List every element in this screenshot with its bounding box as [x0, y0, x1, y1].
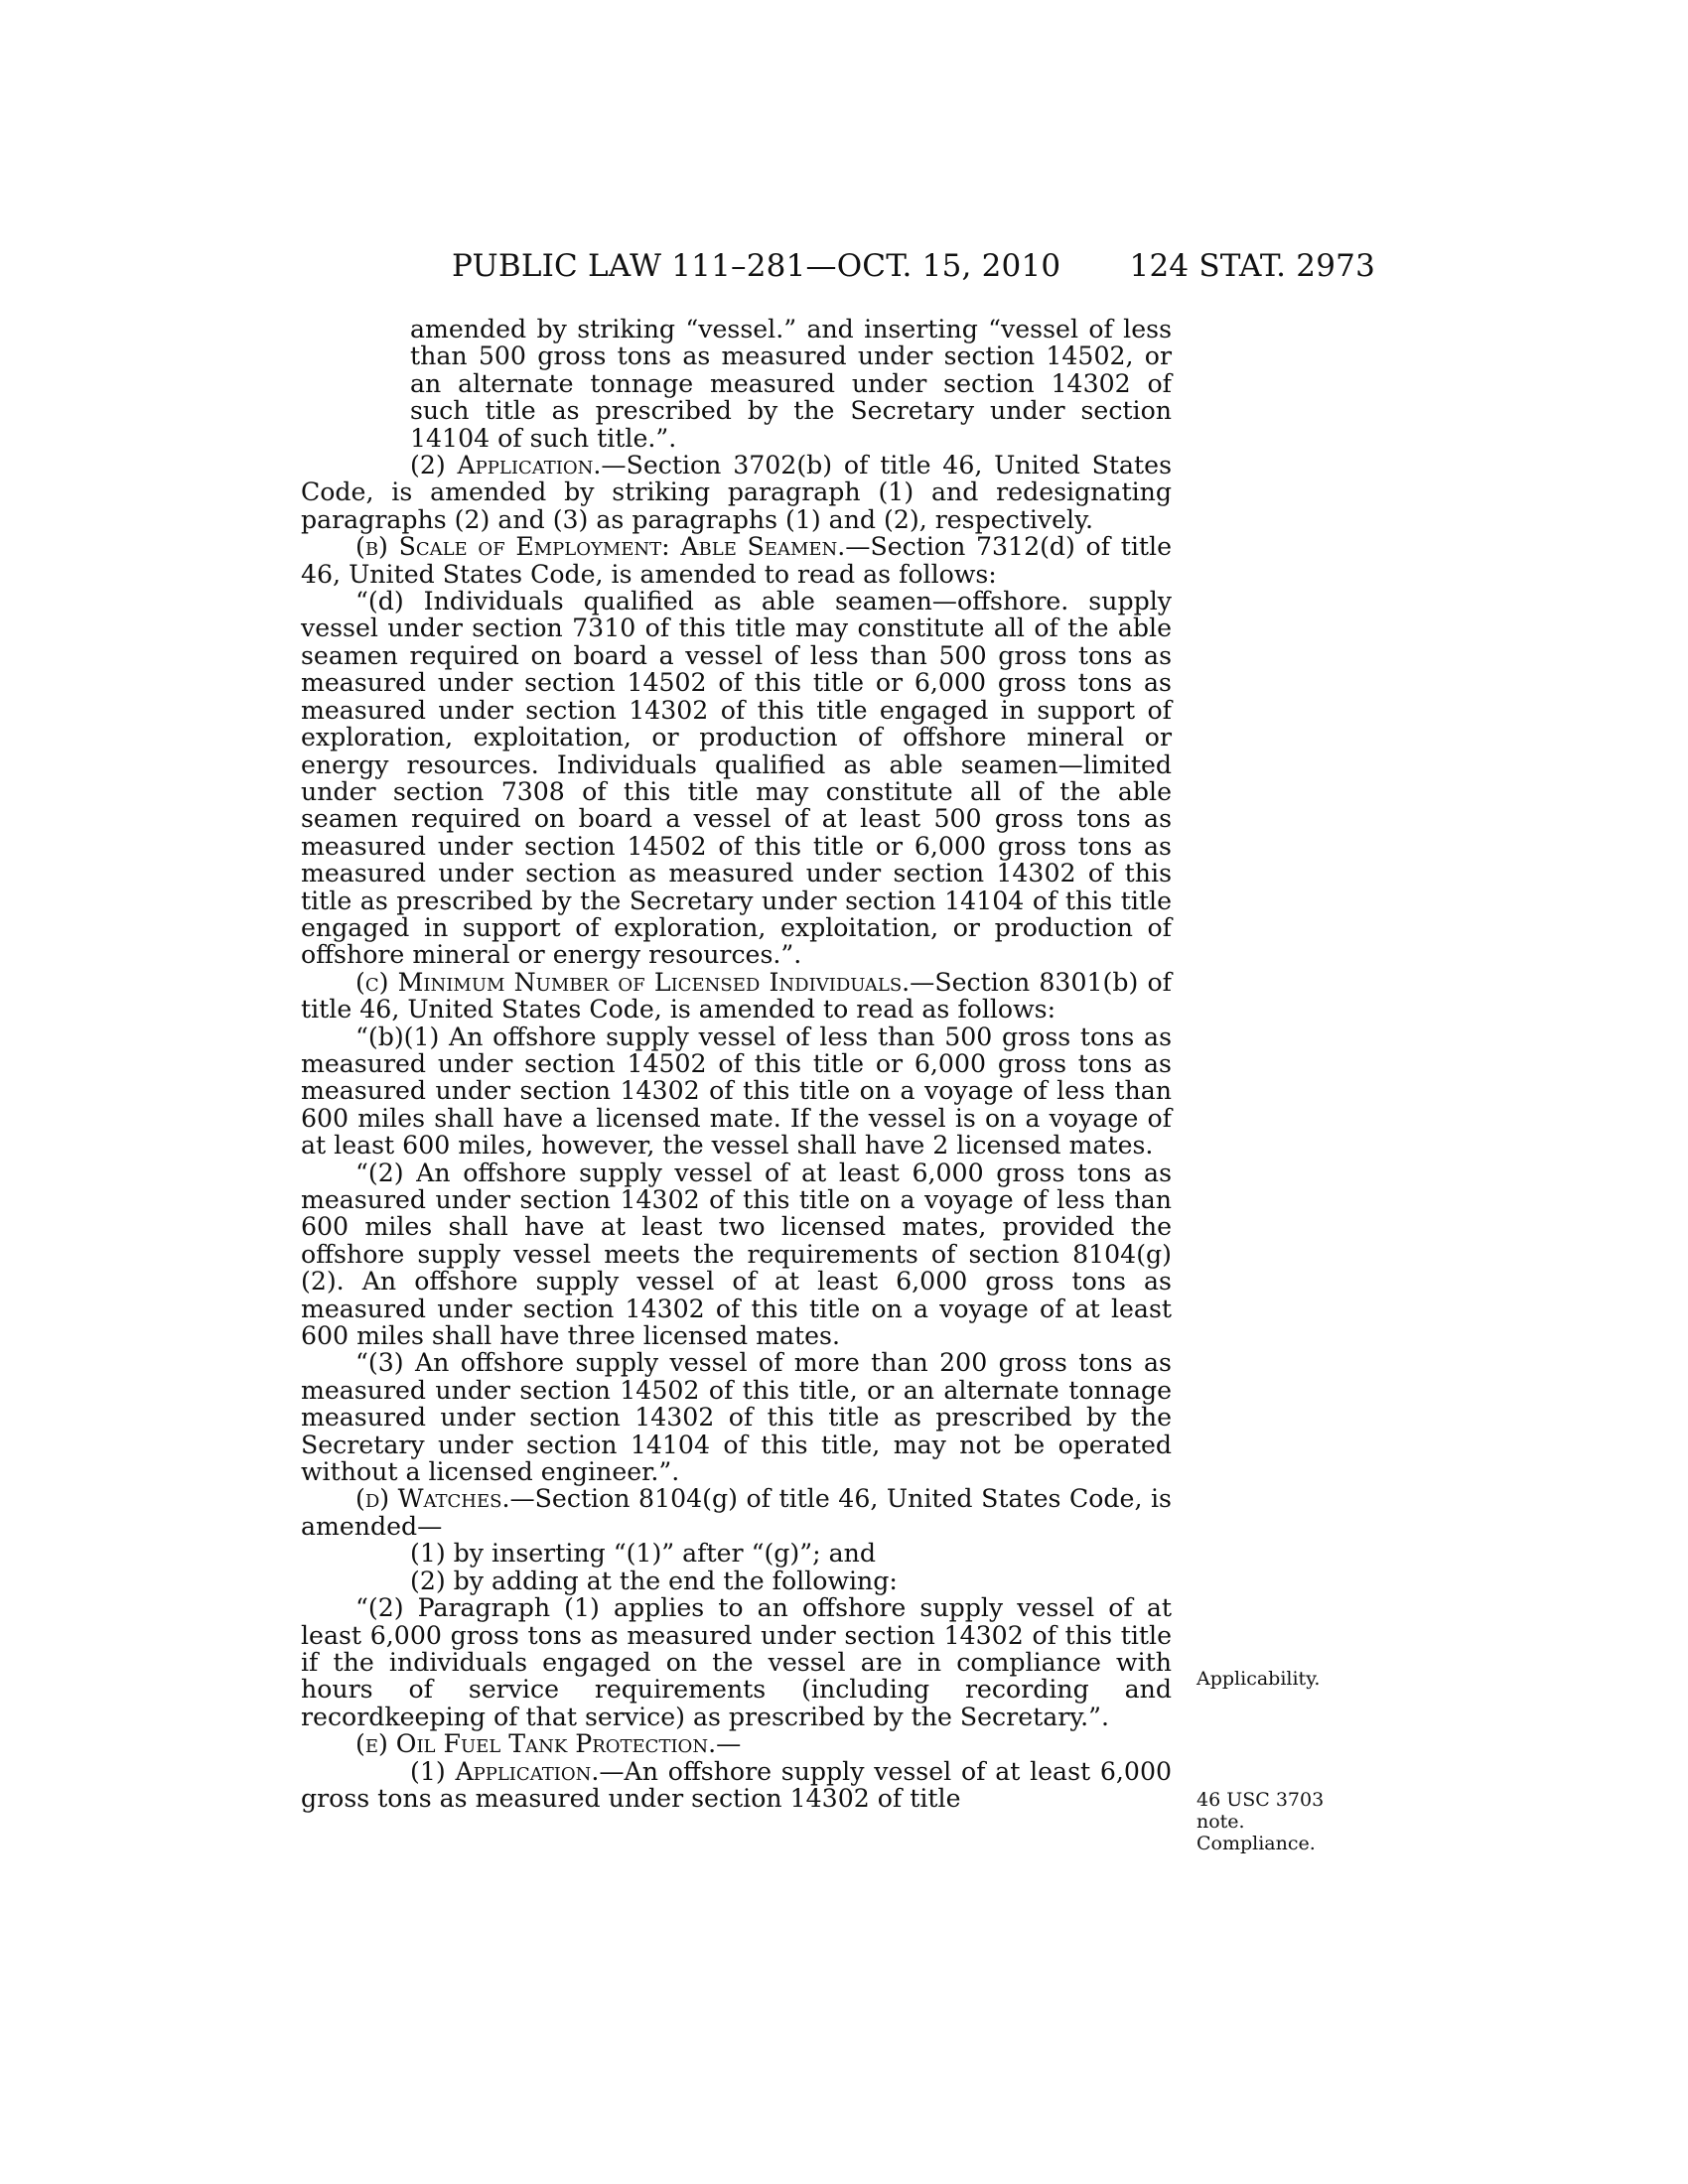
quoted-paragraph-2: “(2) An offshore supply vessel of at least 6,000 gross tons as measured under section 14302 of this title on a voyage of less than 600 miles shall have at least two licensed mates, provided the offshore supply vessel meets the requirements of section 8104(g)(2). An offshore supply vessel of at least 6,000 gross tons as measured under section 14302 of this title on a voyage of at least 600 miles shall have three licensed mates. [301, 1158, 1172, 1351]
document-body [301, 316, 1172, 1812]
public-law-citation: PUBLIC LAW 111–281—OCT. 15, 2010 [452, 248, 1061, 284]
usc-line-1: 46 USC 3703 [1196, 1789, 1325, 1811]
statute-page-number: 124 STAT. 2973 [1129, 248, 1375, 284]
subsection-text: —Section 8104(g) of title 46, United States Code, is amended— [301, 1484, 1172, 1541]
paragraph-heading: (1) Application. [410, 1756, 600, 1786]
paragraph-application [301, 452, 1172, 533]
quoted-paragraph-b1: “(b)(1) An offshore supply vessel of less than 500 gross tons as measured under section 14502 of this title or 6,000 gross tons as measured under section 14302 of this title on a voyage of less than 600 miles shall have a licensed mate. If the vessel is on a voyage of at least 600 miles, however, the vessel shall have 2 licensed mates. [301, 1022, 1172, 1160]
margin-note-usc-citation [1196, 1789, 1324, 1854]
subsection-text: —Section 8301(b) of title 46, United States Code, is amended to read as follows: [301, 967, 1172, 1024]
paragraph-text: —Section 3702(b) of title 46, United States Code, is amended by striking paragraph (1) and redesignating paragraphs (2) and (3) as paragraphs (1) and (2), respectively. [301, 451, 1172, 534]
subsection-heading: (b) Scale of Employment: Able Seamen. [355, 532, 846, 562]
subsection-heading: (c) Minimum Number of Licensed Individuals. [355, 967, 911, 997]
paragraph-continuation: amended by striking “vessel.” and inserting “vessel of less than 500 gross tons as measured under section 14502, or an alternate tonnage measured under section 14302 of such title as prescribed by the Secretary under section 14104 of such title.”. [410, 315, 1172, 453]
quoted-paragraph-3: “(3) An offshore supply vessel of more than 200 gross tons as measured under section 14502 of this title, or an alternate tonnage measured under section 14302 of this title as prescribed by the Secretary under section 14104 of this title, may not be operated without a licensed engineer.”. [301, 1348, 1172, 1487]
subsection-heading: (d) Watches. [355, 1484, 510, 1514]
subsection-b [301, 533, 1172, 588]
margin-note-compliance: Compliance. [1196, 1833, 1316, 1854]
paragraph-item-1: (1) by inserting “(1)” after “(g)”; and [410, 1539, 876, 1569]
paragraph-text: —An offshore supply vessel of at least 6,000 gross tons as measured under section 14302 of title [301, 1756, 1172, 1813]
margin-note-applicability: Applicability. [1196, 1668, 1321, 1690]
usc-line-2: note. [1196, 1811, 1245, 1833]
subsection-c [301, 969, 1172, 1024]
paragraph-application-e1 [301, 1758, 1172, 1813]
paragraph-heading: (2) Application. [410, 451, 602, 480]
subsection-text: —Section 7312(d) of title 46, United States Code, is amended to read as follows: [301, 532, 1172, 589]
subsection-heading: (e) Oil Fuel Tank Protection. [355, 1729, 717, 1759]
paragraph-item-2: (2) by adding at the end the following: [410, 1566, 898, 1595]
quoted-subsection-d: “(d) Individuals qualified as able seamen—offshore. supply vessel under section 7310 of this title may constitute all of the able seamen required on board a vessel of less than 500 gross tons as measured under section 14502 of this title or 6,000 gross tons as measured under section 14302 of this title engaged in support of exploration, exploitation, or production of offshore mineral or energy resources. Individuals qualified as able seamen—limited under section 7308 of this title may constitute all of the able seamen required on board a vessel of at least 500 gross tons as measured under section 14502 of this title or 6,000 gross tons as measured under section as measured under section 14302 of this title as prescribed by the Secretary under section 14104 of this title engaged in support of exploration, exploitation, or production of offshore mineral or energy resources.”. [301, 587, 1172, 970]
subsection-d [301, 1485, 1172, 1540]
page-header [452, 248, 1375, 288]
quoted-paragraph-applicability: “(2) Paragraph (1) applies to an offshore supply vessel of at least 6,000 gross tons as measured under section 14302 of this title if the individuals engaged on the vessel are in compliance with hours of service requirements (including recording and recordkeeping of that service) as prescribed by the Secretary.”. [301, 1593, 1172, 1731]
subsection-e [301, 1730, 1172, 1757]
subsection-text: — [716, 1729, 742, 1759]
